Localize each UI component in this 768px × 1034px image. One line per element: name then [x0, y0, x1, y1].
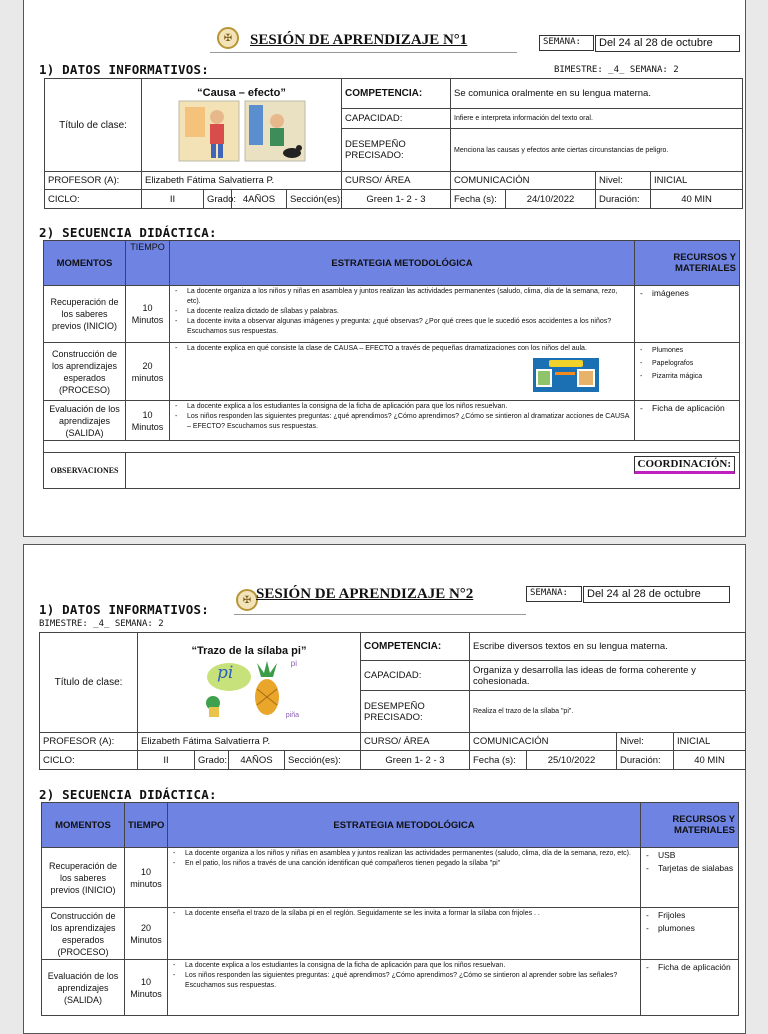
- tiempo-salida: 10 Minutos: [125, 960, 168, 1016]
- estrategia-inicio: [170, 286, 635, 343]
- section-secuencia: 2) SECUENCIA DIDÁCTICA:: [39, 225, 217, 240]
- class-title-cell: [138, 633, 361, 733]
- competencia-label: COMPETENCIA:: [361, 633, 470, 661]
- fecha-value: 25/10/2022: [527, 751, 617, 770]
- desempeno-value: Menciona las causas y efectos ante ciertas circunstancias de peligro.: [451, 129, 743, 172]
- session-page-1: [23, 0, 746, 537]
- observaciones-value: [126, 453, 740, 489]
- recursos-inicio: [635, 286, 740, 343]
- section-datos-informativos: 1) DATOS INFORMATIVOS:: [39, 602, 209, 617]
- header-momentos: MOMENTOS: [42, 803, 125, 848]
- fecha-label: Fecha (s):: [451, 190, 506, 209]
- recurso-item: - USB: [644, 849, 735, 862]
- estrategia-item: - La docente realiza dictado de sílabas y palabras.: [173, 307, 631, 317]
- recurso-item: - imágenes: [638, 287, 736, 300]
- fecha-value: 24/10/2022: [506, 190, 596, 209]
- nivel-label: Nivel:: [617, 733, 674, 751]
- semana-label: SEMANA:: [526, 586, 582, 602]
- estrategia-item: - En el patio, los niños a través de una canción identifican qué compañeros tienen pegado la sílaba "pi": [171, 859, 637, 869]
- tiempo-inicio: 10 minutos: [125, 848, 168, 908]
- estrategia-item: - La docente explica a los estudiantes la consigna de la ficha de aplicación para que los niños resuelvan.: [171, 961, 637, 971]
- header-estrategia: ESTRATEGIA METODOLÓGICA: [170, 241, 635, 286]
- class-title: “Causa – efecto”: [197, 87, 286, 99]
- recursos-inicio: [641, 848, 739, 908]
- recursos-salida: [635, 401, 740, 441]
- header-estrategia: ESTRATEGIA METODOLÓGICA: [168, 803, 641, 848]
- curso-value: COMUNICACIÓN: [451, 172, 596, 190]
- competencia-value: Escribe diversos textos en su lengua materna.: [470, 633, 746, 661]
- momento-proceso: Construcción de los aprendizajes esperados (PROCESO): [42, 908, 125, 960]
- secuencia-table: [43, 240, 740, 489]
- header-tiempo: TIEMPO: [126, 241, 170, 286]
- pineapple-icon: [199, 659, 299, 721]
- datos-table: [39, 632, 746, 770]
- header-tiempo: TIEMPO: [125, 803, 168, 848]
- duracion-label: Duración:: [617, 751, 674, 770]
- ciclo-value: II: [142, 190, 204, 209]
- estrategia-proceso: [168, 908, 641, 960]
- secuencia-table: [41, 802, 739, 1016]
- titulo-label: Título de clase:: [45, 79, 142, 172]
- profesor-value: Elizabeth Fátima Salvatierra P.: [138, 733, 361, 751]
- ciclo-label: CICLO:: [40, 751, 138, 770]
- seccion-label: Sección(es):: [287, 190, 342, 209]
- estrategia-item: - La docente invita a observar algunas imágenes y pregunta: ¿qué observas? ¿Por qué crees que le sucedió esos accidentes a los niños? Escuchamos sus respuestas.: [173, 317, 631, 337]
- observaciones-label: OBSERVACIONES: [44, 453, 126, 489]
- section-datos-informativos: 1) DATOS INFORMATIVOS:: [39, 62, 209, 77]
- momento-salida: Evaluación de los aprendizajes (SALIDA): [44, 401, 126, 441]
- competencia-label: COMPETENCIA:: [342, 79, 451, 109]
- class-title-cell: [142, 79, 342, 172]
- ciclo-label: CICLO:: [45, 190, 142, 209]
- competencia-value: Se comunica oralmente en su lengua materna.: [451, 79, 743, 109]
- estrategia-inicio: [168, 848, 641, 908]
- pi-illustration: [199, 659, 299, 721]
- recurso-item: - Ficha de aplicación: [638, 402, 736, 415]
- session-page-2: [23, 544, 746, 1034]
- grado-value: 4AÑOS: [229, 751, 285, 770]
- capacidad-label: CAPACIDAD:: [361, 661, 470, 691]
- recurso-item: - plumones: [644, 922, 735, 935]
- coordinacion-label: COORDINACIÓN:: [634, 456, 736, 474]
- school-seal-icon: ✠: [217, 27, 239, 49]
- spacer-row: [44, 441, 740, 453]
- estrategia-item: - La docente organiza a los niños y niñas en asamblea y juntos realizan las actividades permanentes (saludo, clima, día de la semana, rezo, etc).: [171, 849, 637, 859]
- profesor-label: PROFESOR (A):: [45, 172, 142, 190]
- momento-inicio: Recuperación de los saberes previos (INICIO): [42, 848, 125, 908]
- tiempo-proceso: 20 minutos: [126, 343, 170, 401]
- estrategia-item: - La docente explica en qué consiste la clase de CAUSA – EFECTO a través de pequeñas dramatizaciones con los niños del aula.: [173, 344, 631, 354]
- estrategia-proceso: [170, 343, 635, 401]
- profesor-label: PROFESOR (A):: [40, 733, 138, 751]
- momento-salida: Evaluación de los aprendizajes (SALIDA): [42, 960, 125, 1016]
- fecha-label: Fecha (s):: [470, 751, 527, 770]
- grado-label: Grado:: [204, 190, 232, 209]
- recurso-item: - Plumones: [638, 344, 736, 357]
- semana-value: Del 24 al 28 de octubre: [583, 586, 730, 603]
- semana-value: Del 24 al 28 de octubre: [595, 35, 740, 52]
- grado-value: 4AÑOS: [232, 190, 287, 209]
- pi-word-small: pi: [290, 658, 297, 668]
- capacidad-value: Infiere e interpreta información del texto oral.: [451, 109, 743, 129]
- nivel-label: Nivel:: [596, 172, 651, 190]
- estrategia-item: - La docente explica a los estudiantes la consigna de la ficha de aplicación para que los niños resuelvan.: [173, 402, 631, 412]
- momento-proceso: Construcción de los aprendizajes esperados (PROCESO): [44, 343, 126, 401]
- desempeno-label: DESEMPEÑO PRECISADO:: [342, 129, 451, 172]
- header-recursos: RECURSOS Y MATERIALES: [641, 803, 739, 848]
- header-momentos: MOMENTOS: [44, 241, 126, 286]
- recursos-proceso: [635, 343, 740, 401]
- ciclo-value: II: [138, 751, 195, 770]
- class-title: “Trazo de la sílaba pi”: [191, 644, 307, 657]
- duracion-value: 40 MIN: [674, 751, 746, 770]
- tiempo-inicio: 10 Minutos: [126, 286, 170, 343]
- desempeno-value: Realiza el trazo de la sílaba "pi".: [470, 691, 746, 733]
- capacidad-label: CAPACIDAD:: [342, 109, 451, 129]
- nivel-value: INICIAL: [674, 733, 746, 751]
- header-recursos: RECURSOS Y MATERIALES: [635, 241, 740, 286]
- recurso-item: - Ficha de aplicación: [644, 961, 735, 974]
- momento-inicio: Recuperación de los saberes previos (INICIO): [44, 286, 126, 343]
- recurso-item: - Papelografos: [638, 357, 736, 370]
- cause-effect-slide-thumbnail: [533, 358, 599, 392]
- estrategia-item: - La docente organiza a los niños y niñas en asamblea y juntos realizan las actividades permanentes (saludo, clima, día de la semana, rezo, etc).: [173, 287, 631, 307]
- estrategia-item: - La docente enseña el trazo de la sílaba pi en el reglón. Seguidamente se les invita a formar la sílaba con frijoles . .: [171, 909, 637, 919]
- bimestre-line: BIMESTRE: _4_ SEMANA: 2: [39, 619, 164, 629]
- profesor-value: Elizabeth Fátima Salvatierra P.: [142, 172, 342, 190]
- estrategia-salida: [170, 401, 635, 441]
- session-title: SESIÓN DE APRENDIZAJE N°1: [250, 32, 468, 48]
- nivel-value: INICIAL: [651, 172, 743, 190]
- recurso-item: - Tarjetas de sialabas: [644, 862, 735, 875]
- semana-label: SEMANA:: [539, 35, 594, 51]
- estrategia-item: - Los niños responden las siguientes preguntas: ¿qué aprendimos? ¿Cómo aprendimos? ¿Cómo se sintieron al dramatizar acciones de CAUSA – EFECTO? Escuchamos sus respuestas.: [173, 412, 631, 432]
- bimestre-line: BIMESTRE: _4_ SEMANA: 2: [554, 65, 679, 75]
- duracion-label: Duración:: [596, 190, 651, 209]
- curso-label: CURSO/ ÁREA: [361, 733, 470, 751]
- recurso-item: - Pizarrita mágica: [638, 370, 736, 383]
- datos-table: [44, 78, 743, 209]
- school-seal-icon: ✠: [236, 589, 258, 611]
- grado-label: Grado:: [195, 751, 229, 770]
- seccion-label: Sección(es):: [285, 751, 361, 770]
- session-title: SESIÓN DE APRENDIZAJE N°2: [256, 586, 474, 602]
- curso-value: COMUNICACIÓN: [470, 733, 617, 751]
- section-secuencia: 2) SECUENCIA DIDÁCTICA:: [39, 787, 217, 802]
- recursos-salida: [641, 960, 739, 1016]
- seccion-value: Green 1- 2 - 3: [342, 190, 451, 209]
- titulo-label: Título de clase:: [40, 633, 138, 733]
- tiempo-salida: 10 Minutos: [126, 401, 170, 441]
- tiempo-proceso: 20 Minutos: [125, 908, 168, 960]
- cause-effect-illustration: [177, 99, 307, 163]
- recurso-item: - Frijoles: [644, 909, 735, 922]
- pi-word: pi: [217, 662, 234, 683]
- estrategia-item: - Los niños responden las siguientes preguntas: ¿qué aprendimos? ¿Cómo aprendimos? ¿Cómo se sintieron al aprender sobre las señales? Escuchamos sus respuestas.: [171, 971, 637, 991]
- duracion-value: 40 MIN: [651, 190, 743, 209]
- capacidad-value: Organiza y desarrolla las ideas de forma coherente y cohesionada.: [470, 661, 746, 691]
- recursos-proceso: [641, 908, 739, 960]
- pi-caption: piña: [285, 711, 299, 719]
- estrategia-salida: [168, 960, 641, 1016]
- seccion-value: Green 1- 2 - 3: [361, 751, 470, 770]
- desempeno-label: DESEMPEÑO PRECISADO:: [361, 691, 470, 733]
- curso-label: CURSO/ ÁREA: [342, 172, 451, 190]
